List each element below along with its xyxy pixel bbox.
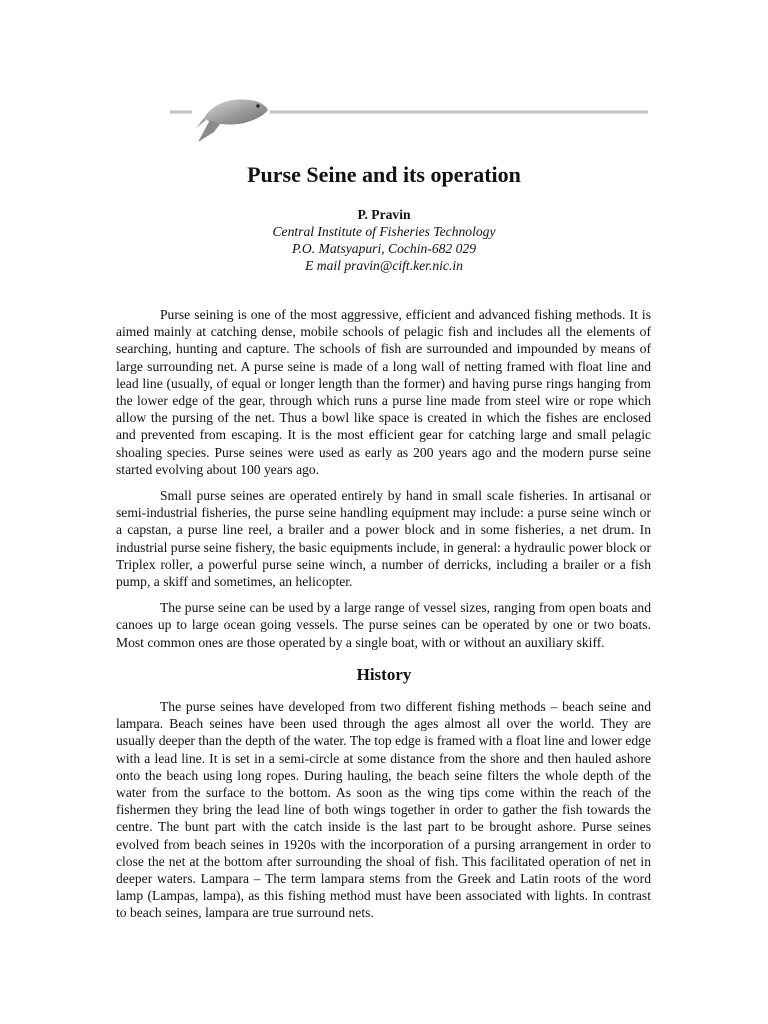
header-ornament <box>170 88 650 148</box>
header-ornament-graphic <box>170 88 650 148</box>
intro-section <box>116 306 651 660</box>
intro-paragraph: Purse seining is one of the most aggressive, efficient and advanced fishing methods. It is aimed mainly at catching dense, mobile schools of pelagic fish and includes all the elements of searching, hunting and capture. The schools of fish are surrounded and impounded by means of large surrounding net. A purse seine is made of a long wall of netting framed with float line and lead line (usually, of equal or longer length than the former) and having purse rings hanging from the lower edge of the gear, through which runs a purse line made from steel wire or rope which allow the pursing of the net. Thus a bowl like space is created in which the fishes are enclosed and prevented from escaping. It is the most efficient gear for catching large and small pelagic shoaling species. Purse seines were used as early as 200 years ago and the modern purse seine started evolving about 100 years ago. <box>116 307 651 477</box>
section-heading-history: History <box>356 665 412 684</box>
author-name: P. Pravin <box>357 207 411 222</box>
intro-paragraph: Small purse seines are operated entirely by hand in small scale fisheries. In artisanal or semi-industrial fisheries, the purse seine handling equipment may include: a purse seine winch or a capstan, a purse line reel, a brailer and a power block and in some fisheries, a net drum. In industrial purse seine fishery, the basic equipments include, in general: a hydraulic power block or Triplex roller, a powerful purse seine winch, a number of derricks, including a brailer or a fish pump, a skiff and sometimes, an helicopter. <box>116 488 651 590</box>
author-email: E mail pravin@cift.ker.nic.in <box>305 258 463 273</box>
intro-paragraph: The purse seine can be used by a large range of vessel sizes, ranging from open boats and canoes up to large ocean going vessels. The purse seines can be operated by one or two boats. Most common ones are those operated by a single boat, with or without an auxiliary skiff. <box>116 600 651 650</box>
history-paragraph: The purse seines have developed from two different fishing methods – beach seine and lampara. Beach seines have been used through the ages almost all over the world. They are usually deeper than the depth of the water. The top edge is framed with a float line and lower edge with a lead line. It is set in a semi-circle at some distance from the shore and then hauled ashore onto the beach using long ropes. During hauling, the beach seine filters the whole depth of the water from the surface to the bottom. As soon as the wing tips come within the reach of the fishermen they bring the lead line of both wings together in order to gather the fish towards the centre. The bunt part with the catch inside is the last part to be brought ashore. Purse seines evolved from beach seines in 1920s with the incorporation of a pursing arrangement in order to close the net at the bottom after surrounding the shoal of fish. This facilitated operation of net in deeper waters. Lampara – The term lampara stems from the Greek and Latin roots of the word lamp (Lampas, lampa), as this fishing method must have been associated with lights. In contrast to beach seines, lampara are true surround nets. <box>116 699 651 921</box>
rule-left <box>170 110 192 114</box>
author-block <box>0 206 768 274</box>
author-affiliation: Central Institute of Fisheries Technology <box>272 224 496 239</box>
rule-right <box>270 110 648 114</box>
fish-icon <box>196 100 268 142</box>
history-section <box>116 698 651 931</box>
author-address: P.O. Matsyapuri, Cochin-682 029 <box>291 241 476 256</box>
page-title: Purse Seine and its operation <box>247 162 521 187</box>
